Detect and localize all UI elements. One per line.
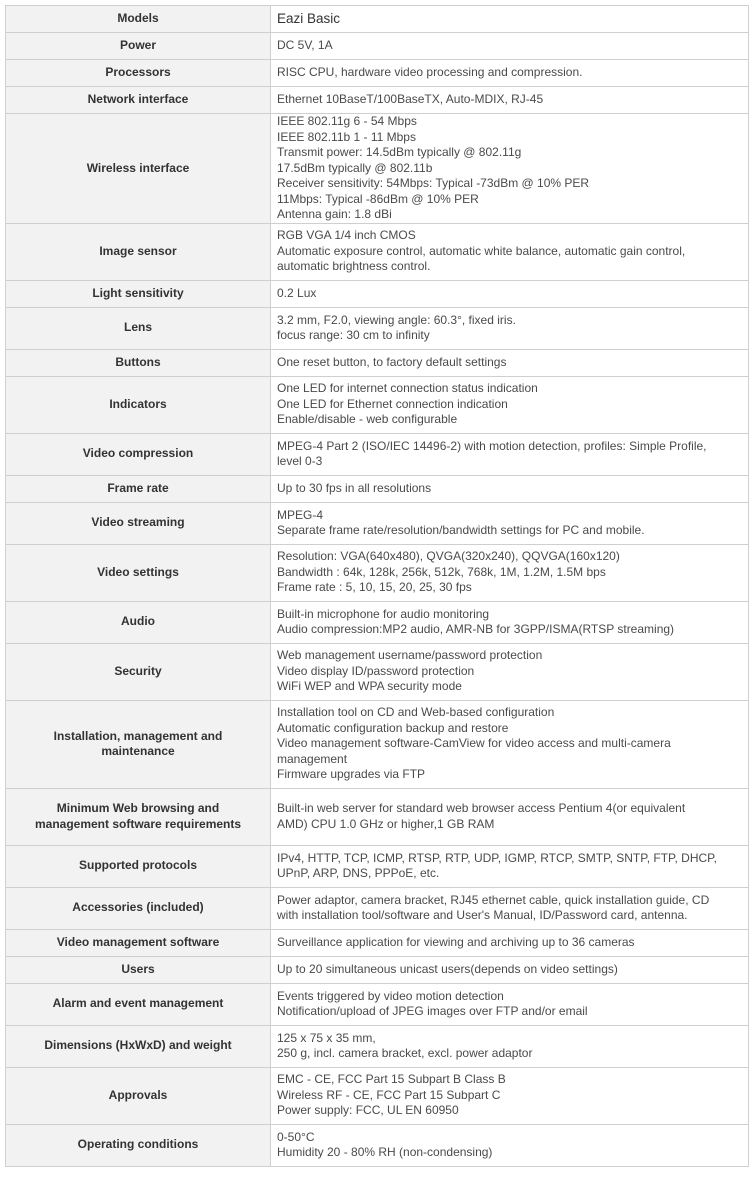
- spec-table-body: [6, 6, 749, 1167]
- spec-row: [6, 929, 749, 956]
- spec-label: Lens: [6, 307, 271, 349]
- spec-value-line: 3.2 mm, F2.0, viewing angle: 60.3°, fixed iris.: [277, 312, 516, 327]
- spec-value: [271, 6, 749, 33]
- spec-value: [271, 223, 749, 280]
- spec-row: [6, 788, 749, 845]
- spec-value-line: Separate frame rate/resolution/bandwidth settings for PC and mobile.: [277, 523, 645, 537]
- spec-value-line: Events triggered by video motion detection: [277, 988, 504, 1003]
- spec-label: Buttons: [6, 349, 271, 376]
- spec-value: [271, 643, 749, 700]
- spec-value-line: 0.2 Lux: [277, 285, 317, 300]
- spec-value-line: level 0-3: [277, 454, 323, 468]
- spec-value-line: DC 5V, 1A: [277, 38, 333, 53]
- spec-value-line: 125 x 75 x 35 mm,: [277, 1030, 376, 1045]
- spec-value: [271, 956, 749, 983]
- spec-value: [271, 433, 749, 475]
- spec-value-line: Installation tool on CD and Web-based configuration: [277, 705, 555, 720]
- spec-row: [6, 60, 749, 87]
- spec-row: [6, 223, 749, 280]
- spec-value-line: Automatic configuration backup and restore: [277, 720, 509, 735]
- spec-row: [6, 983, 749, 1025]
- spec-value-line: MPEG-4: [277, 507, 324, 522]
- spec-value-line: One reset button, to factory default settings: [277, 354, 507, 369]
- spec-value-line: Video display ID/password protection: [277, 663, 475, 678]
- spec-value: [271, 788, 749, 845]
- spec-value-line: 250 g, incl. camera bracket, excl. power adaptor: [277, 1046, 533, 1060]
- spec-value-line: Eazi Basic: [277, 11, 341, 27]
- spec-value-line: Frame rate : 5, 10, 15, 20, 25, 30 fps: [277, 580, 472, 595]
- spec-row: [6, 376, 749, 433]
- spec-row: [6, 956, 749, 983]
- spec-value-line: RISC CPU, hardware video processing and compression.: [277, 65, 583, 80]
- spec-value-line: automatic brightness control.: [277, 259, 431, 274]
- spec-value: [271, 376, 749, 433]
- spec-label: Image sensor: [6, 223, 271, 280]
- spec-value: [271, 33, 749, 60]
- spec-label: Frame rate: [6, 475, 271, 502]
- spec-value-line: EMC - CE, FCC Part 15 Subpart B Class B: [277, 1072, 506, 1087]
- spec-value-line: RGB VGA 1/4 inch CMOS: [277, 228, 416, 243]
- spec-value: [271, 1124, 749, 1166]
- spec-value-line: Humidity 20 - 80% RH (non-condensing): [277, 1145, 493, 1159]
- spec-value: [271, 60, 749, 87]
- spec-value: [271, 87, 749, 114]
- spec-value: [271, 887, 749, 929]
- spec-value-line: 17.5dBm typically @ 802.11b: [277, 160, 433, 175]
- spec-label: Network interface: [6, 87, 271, 114]
- spec-value-line: Power supply: FCC, UL EN 60950: [277, 1103, 459, 1118]
- spec-value-line: Built-in microphone for audio monitoring: [277, 606, 490, 621]
- spec-value-line: Up to 30 fps in all resolutions: [277, 480, 432, 495]
- spec-row: [6, 307, 749, 349]
- spec-label: Video compression: [6, 433, 271, 475]
- spec-value: [271, 1025, 749, 1067]
- spec-label: Security: [6, 643, 271, 700]
- spec-label: Alarm and event management: [6, 983, 271, 1025]
- spec-label: Installation, management and maintenance: [6, 700, 271, 788]
- spec-value-line: Audio compression:MP2 audio, AMR-NB for 3GPP/ISMA(RTSP streaming): [277, 622, 675, 636]
- spec-value-line: management: [277, 751, 348, 766]
- spec-value-line: 11Mbps: Typical -86dBm @ 10% PER: [277, 191, 479, 206]
- spec-row: [6, 845, 749, 887]
- spec-value-line: Web management username/password protection: [277, 648, 543, 663]
- spec-value: [271, 845, 749, 887]
- spec-value-line: Power adaptor, camera bracket, RJ45 ethernet cable, quick installation guide, CD: [277, 892, 710, 907]
- spec-value: [271, 475, 749, 502]
- spec-value-line: Built-in web server for standard web browser access Pentium 4(or equivalent: [277, 801, 686, 815]
- spec-value-line: IPv4, HTTP, TCP, ICMP, RTSP, RTP, UDP, IGMP, RTCP, SMTP, SNTP, FTP, DHCP,: [277, 850, 717, 865]
- spec-value: [271, 544, 749, 601]
- spec-row: [6, 6, 749, 33]
- spec-value-line: Automatic exposure control, automatic white balance, automatic gain control,: [277, 243, 686, 258]
- spec-value-line: focus range: 30 cm to infinity: [277, 328, 430, 342]
- spec-value-line: Bandwidth : 64k, 128k, 256k, 512k, 768k, 1M, 1.2M, 1.5M bps: [277, 564, 606, 579]
- spec-label: Wireless interface: [6, 114, 271, 224]
- spec-row: [6, 33, 749, 60]
- spec-label: Audio: [6, 601, 271, 643]
- spec-label: Processors: [6, 60, 271, 87]
- spec-row: [6, 433, 749, 475]
- spec-label: Video management software: [6, 929, 271, 956]
- spec-label: Indicators: [6, 376, 271, 433]
- spec-value-line: UPnP, ARP, DNS, PPPoE, etc.: [277, 866, 440, 880]
- spec-value-line: AMD) CPU 1.0 GHz or higher,1 GB RAM: [277, 816, 495, 831]
- spec-label: Dimensions (HxWxD) and weight: [6, 1025, 271, 1067]
- spec-value-line: with installation tool/software and User's Manual, ID/Password card, antenna.: [277, 908, 688, 922]
- spec-value-line: Notification/upload of JPEG images over FTP and/or email: [277, 1004, 588, 1018]
- spec-value: [271, 349, 749, 376]
- spec-row: [6, 1067, 749, 1124]
- spec-label: Models: [6, 6, 271, 33]
- spec-row: [6, 87, 749, 114]
- spec-row: [6, 502, 749, 544]
- spec-row: [6, 280, 749, 307]
- spec-row: [6, 700, 749, 788]
- spec-value-line: Ethernet 10BaseT/100BaseTX, Auto-MDIX, RJ-45: [277, 92, 544, 107]
- spec-row: [6, 544, 749, 601]
- spec-row: [6, 643, 749, 700]
- spec-value-line: IEEE 802.11g 6 - 54 Mbps: [277, 114, 417, 128]
- spec-value: [271, 114, 749, 224]
- spec-value-line: Video management software-CamView for video access and multi-camera: [277, 736, 671, 751]
- spec-value: [271, 280, 749, 307]
- spec-label: Light sensitivity: [6, 280, 271, 307]
- spec-value-line: Transmit power: 14.5dBm typically @ 802.11g: [277, 145, 522, 159]
- spec-value-line: MPEG-4 Part 2 (ISO/IEC 14496-2) with motion detection, profiles: Simple Profile,: [277, 438, 707, 453]
- spec-row: [6, 349, 749, 376]
- spec-value-line: One LED for Ethernet connection indication: [277, 396, 508, 411]
- spec-value: [271, 601, 749, 643]
- spec-value-line: Resolution: VGA(640x480), QVGA(320x240), QQVGA(160x120): [277, 549, 620, 564]
- spec-table: [5, 5, 749, 1167]
- spec-row: [6, 1025, 749, 1067]
- spec-label: Accessories (included): [6, 887, 271, 929]
- spec-label: Operating conditions: [6, 1124, 271, 1166]
- spec-value: [271, 502, 749, 544]
- spec-value-line: Up to 20 simultaneous unicast users(depends on video settings): [277, 961, 618, 976]
- spec-value: [271, 1067, 749, 1124]
- spec-value-line: Surveillance application for viewing and archiving up to 36 cameras: [277, 934, 635, 949]
- spec-label: Approvals: [6, 1067, 271, 1124]
- spec-label: Supported protocols: [6, 845, 271, 887]
- spec-label: Minimum Web browsing and management software requirements: [6, 788, 271, 845]
- spec-value: [271, 700, 749, 788]
- spec-row: [6, 475, 749, 502]
- spec-value: [271, 307, 749, 349]
- spec-value-line: Antenna gain: 1.8 dBi: [277, 207, 392, 221]
- spec-value-line: WiFi WEP and WPA security mode: [277, 679, 462, 694]
- spec-value-line: Receiver sensitivity: 54Mbps: Typical -73dBm @ 10% PER: [277, 176, 590, 190]
- spec-value: [271, 929, 749, 956]
- spec-row: [6, 114, 749, 224]
- spec-label: Users: [6, 956, 271, 983]
- spec-label: Power: [6, 33, 271, 60]
- spec-value-line: Firmware upgrades via FTP: [277, 767, 426, 782]
- spec-value-line: IEEE 802.11b 1 - 11 Mbps: [277, 129, 416, 144]
- spec-label: Video streaming: [6, 502, 271, 544]
- spec-value-line: Wireless RF - CE, FCC Part 15 Subpart C: [277, 1087, 501, 1102]
- spec-row: [6, 601, 749, 643]
- spec-row: [6, 1124, 749, 1166]
- spec-value-line: Enable/disable - web configurable: [277, 412, 458, 427]
- spec-value: [271, 983, 749, 1025]
- spec-value-line: One LED for internet connection status indication: [277, 381, 538, 396]
- spec-row: [6, 887, 749, 929]
- spec-label: Video settings: [6, 544, 271, 601]
- spec-value-line: 0-50°C: [277, 1129, 315, 1144]
